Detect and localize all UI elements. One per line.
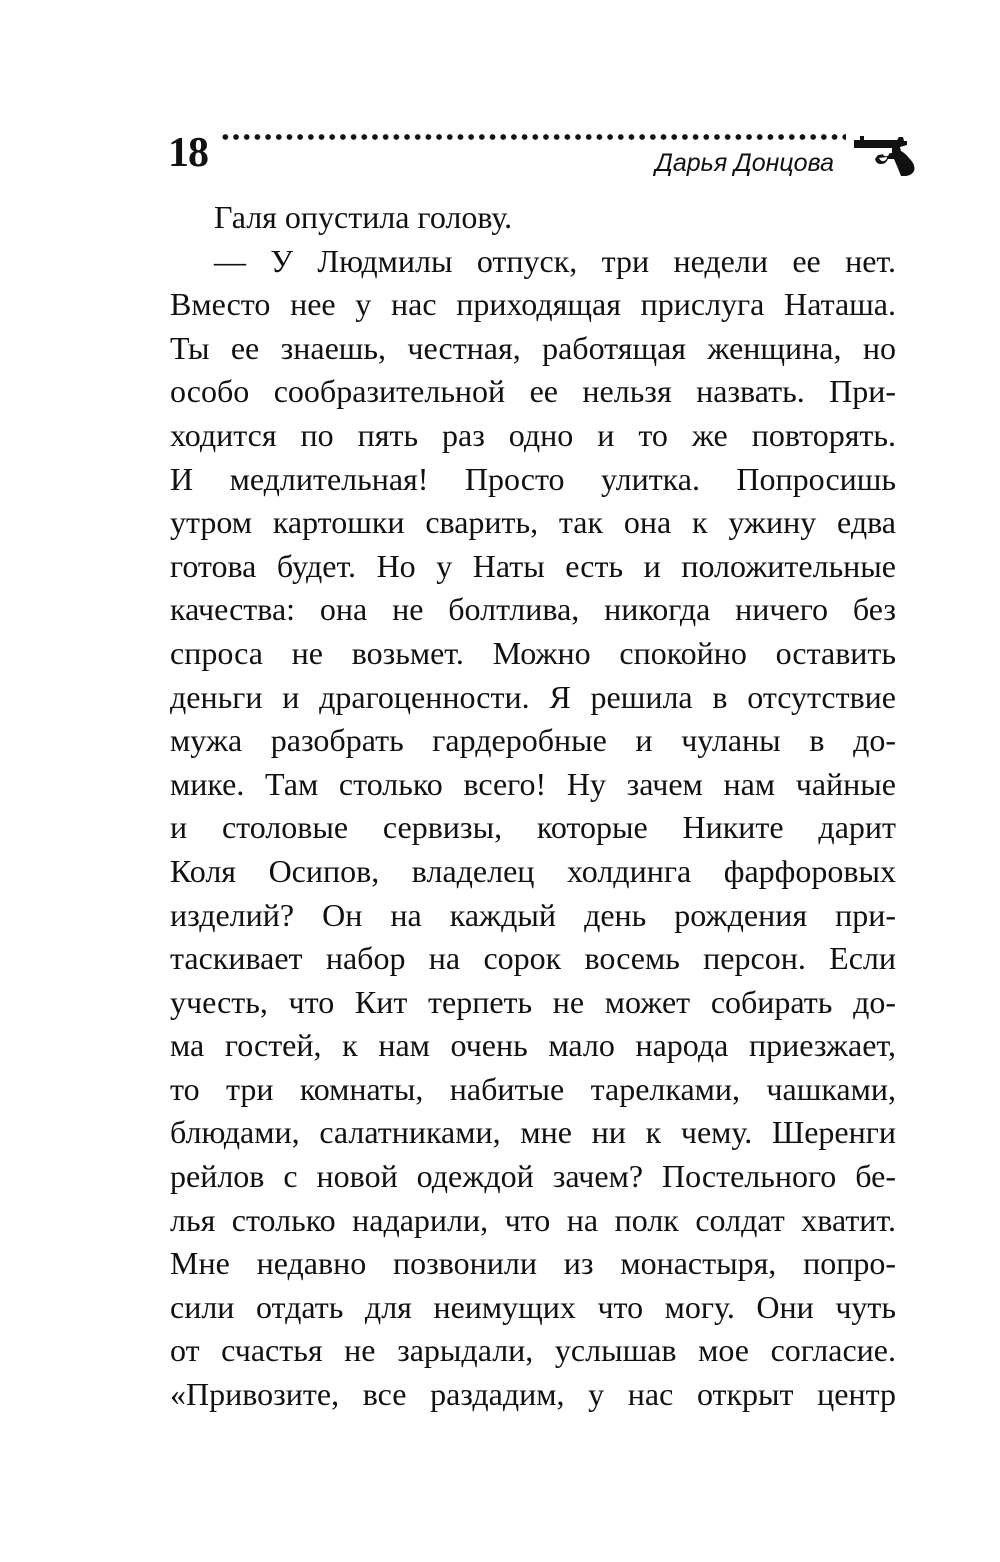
text-line: спроса не возьмет. Можно спокойно оставить xyxy=(170,634,896,671)
text-line: Вместо нее у нас приходящая прислуга Наташа. xyxy=(170,286,896,323)
text-line: Галя опустила голову. xyxy=(214,199,513,235)
text-line: ходится по пять раз одно и то же повторять. xyxy=(170,416,896,453)
text-line: ма гостей, к нам очень мало народа приезжает, xyxy=(170,1027,896,1064)
revolver-icon xyxy=(854,131,918,177)
text-line: Ты ее знаешь, честная, работящая женщина, но xyxy=(170,329,896,366)
text-line: рейлов с новой одеждой зачем? Постельного бе- xyxy=(170,1158,896,1195)
text-line: мужа разобрать гардеробные и чуланы в до- xyxy=(170,722,896,759)
text-line: то три комнаты, набитые тарелками, чашками, xyxy=(170,1070,896,1107)
text-line: И медлительная! Просто улитка. Попросишь xyxy=(170,460,896,497)
text-line: изделий? Он на каждый день рождения при- xyxy=(170,896,896,933)
dot-leader xyxy=(220,133,846,141)
text-line: — У Людмилы отпуск, три недели ее нет. xyxy=(214,242,896,279)
text-line: таскивает набор на сорок восемь персон. Если xyxy=(170,940,896,977)
body-text xyxy=(170,196,896,1417)
text-line: блюдами, салатниками, мне ни к чему. Шеренги xyxy=(170,1114,896,1151)
text-line: деньги и драгоценности. Я решила в отсутствие xyxy=(170,678,896,715)
page-number: 18 xyxy=(168,130,208,176)
text-line: и столовые сервизы, которые Никите дарит xyxy=(170,809,896,846)
text-line: мике. Там столько всего! Ну зачем нам чайные xyxy=(170,765,896,802)
text-line: Коля Осипов, владелец холдинга фарфоровых xyxy=(170,852,896,889)
running-header xyxy=(168,122,920,192)
text-line: Мне недавно позвонили из монастыря, попро- xyxy=(170,1245,896,1282)
text-line: от счастья не зарыдали, услышав мое согласие. xyxy=(170,1332,896,1369)
text-line: сили отдать для неимущих что могу. Они чуть xyxy=(170,1288,896,1325)
text-line: особо сообразительной ее нельзя назвать. При- xyxy=(170,373,896,410)
text-line: «Привозите, все раздадим, у нас открыт центр xyxy=(170,1376,896,1413)
author-name: Дарья Донцова xyxy=(655,149,834,177)
text-line: качества: она не болтлива, никогда ничего без xyxy=(170,591,896,628)
text-line: готова будет. Но у Наты есть и положительные xyxy=(170,547,896,584)
text-line: лья столько надарили, что на полк солдат хватит. xyxy=(170,1201,896,1238)
text-line: учесть, что Кит терпеть не может собирать до- xyxy=(170,983,896,1020)
text-line: утром картошки сварить, так она к ужину едва xyxy=(170,504,896,541)
